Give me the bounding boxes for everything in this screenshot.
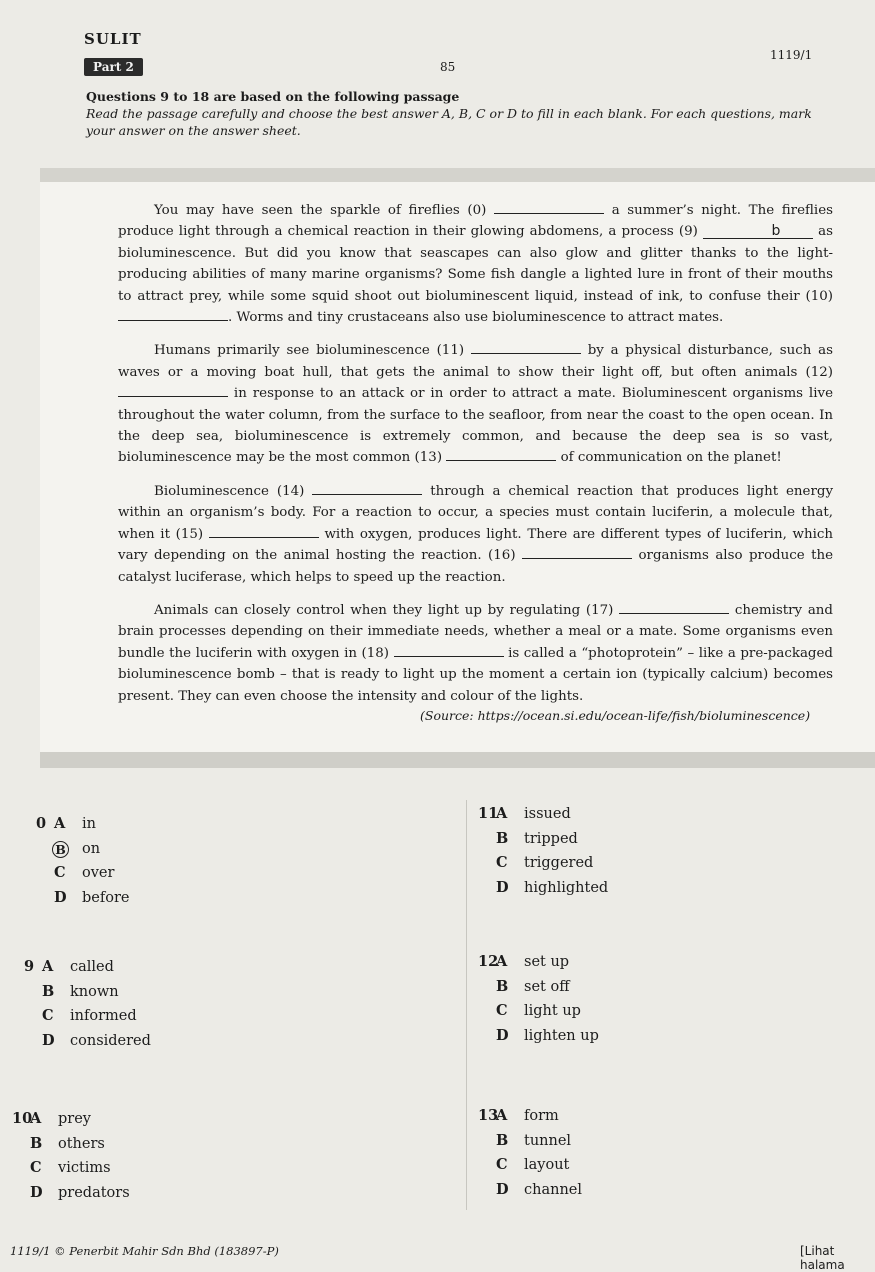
blank-14 bbox=[312, 481, 422, 495]
question-number: 9 bbox=[24, 958, 35, 975]
option-letter: B bbox=[496, 977, 509, 995]
question-number: 11 bbox=[478, 805, 499, 822]
option-letter: A bbox=[54, 815, 66, 832]
option-text: tripped bbox=[524, 830, 578, 847]
option-text: on bbox=[82, 840, 101, 857]
instructions-text: Read the passage carefully and choose the best answer A, B, C or D to fill in each blank. For each questions, mark your answer on the answer sheet. bbox=[86, 106, 812, 138]
option-letter: D bbox=[42, 1031, 55, 1049]
option-9c[interactable] bbox=[24, 1004, 151, 1029]
question-number: 12 bbox=[478, 953, 499, 970]
blank-18 bbox=[394, 643, 504, 657]
footer-next-page: [Lihat halama bbox=[800, 1244, 845, 1272]
option-text: channel bbox=[524, 1181, 582, 1198]
option-letter: B bbox=[496, 1131, 509, 1149]
question-11 bbox=[478, 802, 608, 900]
option-13c[interactable] bbox=[478, 1153, 582, 1178]
p3-s4: organisms also produce the catalyst luciferase, which helps to speed up the reaction. bbox=[118, 548, 834, 585]
question-number: 10 bbox=[12, 1110, 33, 1127]
question-10 bbox=[12, 1107, 130, 1205]
option-letter: D bbox=[496, 1026, 509, 1044]
option-letter: A bbox=[496, 1107, 508, 1124]
option-12a[interactable] bbox=[478, 950, 599, 975]
option-text: tunnel bbox=[524, 1132, 572, 1149]
p3-s1: Bioluminescence (14) bbox=[154, 483, 305, 499]
option-letter: C bbox=[54, 864, 66, 881]
paragraph-1 bbox=[118, 200, 833, 328]
p1-s1: You may have seen the sparkle of fireflies (0) bbox=[154, 203, 487, 218]
p1-s4: . Worms and tiny crustaceans also use bioluminescence to attract mates. bbox=[228, 310, 724, 326]
option-letter: D bbox=[54, 888, 67, 906]
p4-s2: chemistry and brain processes depending on their immediate needs, whether a meal or a mate. Some organisms even bundle the luciferin with oxygen in (18) bbox=[118, 602, 834, 661]
page-number: 85 bbox=[440, 60, 456, 74]
paragraph-2 bbox=[118, 340, 833, 468]
blank-16 bbox=[522, 545, 632, 559]
p2-s2: by a physical disturbance, such as waves or a moving boat hull, that gets the animal to show their light off, but often animals (12) bbox=[118, 343, 833, 380]
option-letter: D bbox=[496, 1180, 509, 1198]
blank-15 bbox=[209, 524, 319, 538]
option-letter: B bbox=[42, 982, 55, 1000]
option-11b[interactable] bbox=[478, 827, 608, 852]
footer-copyright: 1119/1 © Penerbit Mahir Sdn Bhd (183897-P) bbox=[10, 1244, 279, 1258]
option-0b[interactable] bbox=[36, 837, 129, 862]
blank-11 bbox=[471, 340, 581, 354]
option-11d[interactable] bbox=[478, 876, 608, 901]
option-text: considered bbox=[70, 1032, 151, 1049]
question-0 bbox=[36, 812, 129, 910]
blank-10 bbox=[118, 307, 228, 321]
option-12c[interactable] bbox=[478, 999, 599, 1024]
paragraph-3 bbox=[118, 481, 833, 588]
option-text: lighten up bbox=[524, 1027, 599, 1044]
paper-code: 1119/1 bbox=[770, 48, 813, 62]
part-badge: Part 2 bbox=[84, 58, 143, 76]
option-12b[interactable] bbox=[478, 975, 599, 1000]
option-13d[interactable] bbox=[478, 1178, 582, 1203]
option-9d[interactable] bbox=[24, 1029, 151, 1054]
option-11c[interactable] bbox=[478, 851, 608, 876]
option-13a[interactable] bbox=[478, 1104, 582, 1129]
question-13 bbox=[478, 1104, 582, 1202]
sulit-label: SULIT bbox=[84, 30, 142, 48]
question-12 bbox=[478, 950, 599, 1048]
circled-option-letter: B bbox=[52, 841, 69, 858]
option-text: prey bbox=[58, 1111, 91, 1127]
option-12d[interactable] bbox=[478, 1024, 599, 1049]
option-9b[interactable] bbox=[24, 980, 151, 1005]
option-10d[interactable] bbox=[12, 1181, 130, 1206]
question-number: 13 bbox=[478, 1107, 499, 1124]
question-9 bbox=[24, 955, 151, 1053]
passage-source: (Source: https://ocean.si.edu/ocean-life/fish/bioluminescence) bbox=[420, 708, 811, 723]
option-text: over bbox=[82, 865, 115, 881]
option-text: issued bbox=[524, 806, 571, 822]
option-letter: B bbox=[30, 1134, 43, 1152]
option-text: layout bbox=[524, 1157, 570, 1173]
option-text: highlighted bbox=[524, 879, 609, 896]
option-0c[interactable] bbox=[36, 861, 129, 886]
instructions-title: Questions 9 to 18 are based on the following passage bbox=[86, 89, 460, 104]
option-letter: C bbox=[42, 1007, 54, 1024]
option-text: set off bbox=[524, 978, 570, 995]
p3-s3: with oxygen, produces light. There are different types of luciferin, which vary depending on the animal hosting the reaction. (16) bbox=[118, 526, 833, 564]
blank-9: b bbox=[703, 225, 813, 239]
option-text: in bbox=[82, 816, 96, 832]
passage-text bbox=[118, 200, 833, 719]
option-letter: A bbox=[496, 953, 508, 970]
option-0d[interactable] bbox=[36, 886, 129, 911]
option-11a[interactable] bbox=[478, 802, 608, 827]
option-0a[interactable] bbox=[36, 812, 129, 837]
option-letter: C bbox=[496, 1002, 508, 1019]
p1-s3: as bioluminescence. But did you know that seascapes can also glow and glitter thanks to the light-producing abilities of many marine organisms? Some fish dangle a lighted lure in front of their mouths to attract prey, while some squid shoot out bioluminescent liquid, instead of ink, to confuse their (10) bbox=[118, 224, 833, 304]
option-letter: C bbox=[496, 1156, 508, 1173]
option-10b[interactable] bbox=[12, 1132, 130, 1157]
option-letter: A bbox=[496, 805, 508, 822]
option-text: called bbox=[70, 959, 114, 975]
option-letter: D bbox=[496, 878, 509, 896]
p2-s3: in response to an attack or in order to attract a mate. Bioluminescent organisms live throughout the water column, from the surface to the seafloor, from near the coast to the open ocean. In the deep sea, bioluminescence is extremely common, and because the deep sea is so vast, bioluminescence may be the most common (13) bbox=[118, 386, 833, 466]
blank-0 bbox=[494, 200, 604, 214]
option-text: informed bbox=[70, 1008, 137, 1024]
option-letter: C bbox=[496, 854, 508, 871]
blank-17 bbox=[619, 600, 729, 614]
question-number: 0 bbox=[36, 815, 47, 832]
p2-s4: of communication on the planet! bbox=[560, 450, 782, 466]
option-letter: A bbox=[42, 958, 54, 975]
blank-12 bbox=[118, 383, 228, 397]
option-letter: D bbox=[30, 1183, 43, 1201]
option-text: known bbox=[70, 983, 119, 1000]
p2-s1: Humans primarily see bioluminescence (11) bbox=[154, 343, 465, 359]
option-9a[interactable] bbox=[24, 955, 151, 980]
option-text: form bbox=[524, 1108, 559, 1124]
option-text: predators bbox=[58, 1184, 130, 1201]
option-text: before bbox=[82, 889, 130, 906]
p4-s1: Animals can closely control when they light up by regulating (17) bbox=[154, 602, 614, 618]
option-13b[interactable] bbox=[478, 1129, 582, 1154]
option-text: others bbox=[58, 1135, 105, 1152]
option-letter: A bbox=[30, 1110, 42, 1127]
blank-13 bbox=[446, 447, 556, 461]
column-divider bbox=[466, 800, 467, 1210]
option-10c[interactable] bbox=[12, 1156, 130, 1181]
instructions bbox=[86, 88, 826, 139]
option-10a[interactable] bbox=[12, 1107, 130, 1132]
option-letter: B bbox=[496, 829, 509, 847]
p4-s3: is called a “photoprotein” – like a pre-packaged bioluminescence bomb – that is ready to light up the moment a certain ion (typically calcium) becomes present. They can even choose the intensity and colour of the lights. bbox=[118, 645, 834, 704]
option-text: light up bbox=[524, 1003, 581, 1019]
option-text: victims bbox=[58, 1160, 111, 1176]
p3-s2: through a chemical reaction that produces light energy within an organism’s body. For a reaction to occur, a species must contain luciferin, a molecule that, when it (15) bbox=[118, 483, 834, 542]
paragraph-4 bbox=[118, 600, 833, 707]
p1-s2: a summer’s night. The fireflies produce light through a chemical reaction in their glowing abdomens, a process (9) bbox=[118, 203, 834, 240]
option-text: triggered bbox=[524, 855, 594, 871]
option-letter: C bbox=[30, 1159, 42, 1176]
option-text: set up bbox=[524, 954, 570, 970]
